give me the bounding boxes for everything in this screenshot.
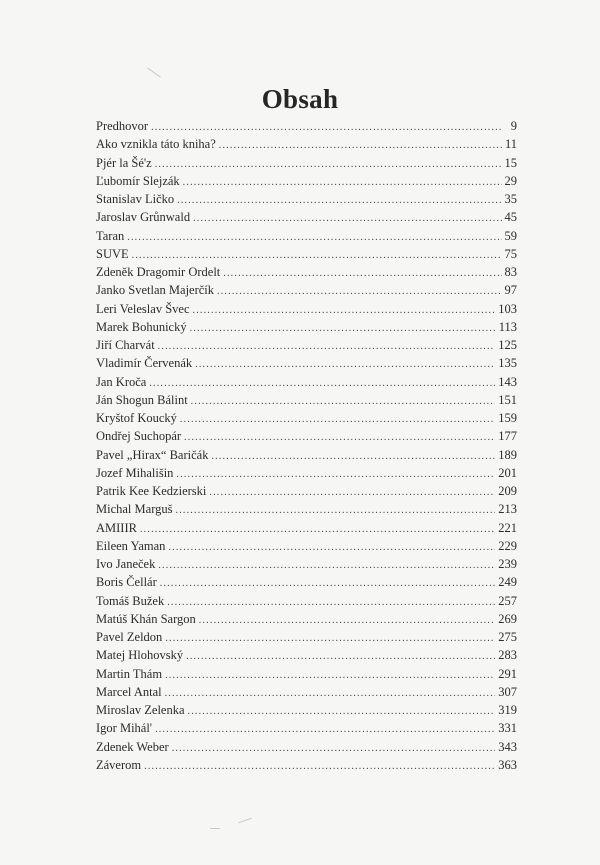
toc-entry-label: Janko Svetlan Majerčík: [96, 283, 215, 298]
dot-leader: [158, 557, 495, 575]
toc-entry-label: Pjér la Šé'z: [96, 155, 152, 170]
dot-leader: [149, 375, 495, 393]
paper-scratch-mark: [147, 68, 161, 78]
dot-leader: [165, 630, 495, 648]
toc-entry: [96, 300, 517, 318]
toc-entry-label: Tomáš Bužek: [96, 593, 165, 608]
toc-entry-page-number: 239: [498, 557, 517, 571]
dot-leader: [211, 448, 495, 466]
dot-leader: [186, 648, 495, 666]
toc-entry-page-number: 229: [498, 538, 517, 553]
toc-entry-label: SUVE: [96, 246, 129, 261]
toc-entry-label: Matej Hlohovský: [96, 648, 184, 663]
dot-leader: [155, 156, 502, 174]
toc-entry-page-number: 103: [498, 301, 517, 316]
toc-entry: [96, 756, 517, 774]
toc-entry-page-number: 307: [498, 684, 517, 699]
toc-entry: [96, 446, 517, 464]
toc-entry-label: Zdeněk Dragomir Ordelt: [96, 265, 221, 279]
toc-entry: [96, 427, 517, 445]
toc-entry: [96, 719, 517, 737]
dot-leader: [190, 320, 496, 338]
toc-entry: [96, 537, 517, 555]
dot-leader: [176, 466, 495, 484]
dot-leader: [158, 338, 496, 356]
toc-entry: [96, 281, 517, 299]
toc-entry: [96, 592, 517, 610]
toc-entry-page-number: 159: [498, 411, 517, 425]
toc-entry: [96, 154, 517, 172]
toc-entry: [96, 245, 517, 263]
toc-entry-page-number: 189: [498, 447, 517, 462]
toc-entry: [96, 373, 517, 391]
dot-leader: [127, 229, 501, 247]
toc-entry: [96, 683, 517, 701]
toc-entry-page-number: 221: [498, 520, 517, 535]
toc-entry-label: Ako vznikla táto kniha?: [96, 137, 216, 152]
table-of-contents: [96, 117, 517, 774]
toc-entry-page-number: 83: [504, 265, 517, 279]
toc-entry: [96, 135, 517, 153]
toc-entry: [96, 208, 517, 226]
toc-entry-label: Miroslav Zelenka: [96, 703, 185, 717]
toc-entry-label: Kryštof Koucký: [96, 411, 177, 425]
toc-entry-page-number: 249: [498, 575, 517, 590]
dot-leader: [160, 575, 495, 593]
toc-entry-page-number: 275: [498, 630, 517, 644]
toc-entry-label: Igor Mihál': [96, 721, 153, 736]
toc-entry-page-number: 343: [498, 739, 517, 754]
toc-entry: [96, 646, 517, 664]
toc-entry-page-number: 363: [498, 757, 517, 772]
dot-leader: [168, 539, 495, 557]
toc-entry-page-number: 209: [498, 484, 517, 498]
toc-entry-page-number: 45: [504, 210, 517, 225]
toc-entry-label: Marcel Antal: [96, 684, 162, 699]
toc-entry-label: Vladimír Červenák: [96, 356, 193, 371]
toc-entry-page-number: 11: [504, 137, 517, 152]
toc-entry-page-number: 319: [498, 703, 517, 717]
toc-entry-label: Pavel „Hirax“ Baričák: [96, 447, 209, 462]
toc-entry-page-number: 135: [498, 356, 517, 371]
toc-entry: [96, 172, 517, 190]
toc-entry: [96, 391, 517, 409]
toc-entry: [96, 628, 517, 646]
toc-entry: [96, 190, 517, 208]
toc-entry-label: Michal Marguš: [96, 502, 173, 517]
toc-entry: [96, 227, 517, 245]
dot-leader: [195, 356, 495, 374]
toc-entry-label: Taran: [96, 228, 125, 243]
toc-entry-label: Martin Thám: [96, 666, 163, 681]
toc-entry-label: Pavel Zeldon: [96, 630, 163, 644]
dot-leader: [184, 429, 495, 447]
toc-entry-label: Leri Veleslav Švec: [96, 301, 190, 316]
toc-entry: [96, 738, 517, 756]
toc-entry: [96, 610, 517, 628]
dot-leader: [144, 758, 495, 776]
toc-entry: [96, 354, 517, 372]
toc-entry-page-number: 257: [498, 593, 517, 608]
dot-leader: [165, 667, 495, 685]
toc-entry: [96, 263, 517, 281]
dot-leader: [180, 411, 495, 429]
toc-entry: [96, 464, 517, 482]
paper-scratch-mark: [210, 828, 220, 829]
dot-leader: [209, 484, 495, 502]
toc-entry: [96, 117, 517, 135]
toc-entry-label: Ľubomír Slejzák: [96, 173, 180, 188]
toc-entry-page-number: 35: [504, 192, 517, 206]
toc-entry: [96, 318, 517, 336]
toc-entry-page-number: 143: [498, 374, 517, 389]
toc-entry-label: Jozef Mihališin: [96, 465, 174, 480]
toc-entry-label: Predhovor: [96, 119, 149, 133]
dot-leader: [177, 192, 501, 210]
dot-leader: [172, 740, 496, 758]
toc-entry-label: Patrik Kee Kedzierski: [96, 484, 207, 498]
toc-entry-page-number: 177: [498, 429, 517, 444]
toc-entry-label: Jan Kroča: [96, 374, 147, 389]
dot-leader: [176, 502, 496, 520]
toc-entry: [96, 555, 517, 573]
toc-entry-page-number: 269: [498, 611, 517, 626]
toc-entry-label: Jiří Charvát: [96, 338, 155, 352]
toc-entry-label: Matúš Khán Sargon: [96, 611, 196, 626]
toc-entry-label: Zdenek Weber: [96, 739, 169, 754]
dot-leader: [223, 265, 501, 283]
paper-scratch-mark: [238, 818, 251, 824]
toc-entry: [96, 409, 517, 427]
toc-entry: [96, 482, 517, 500]
dot-leader: [191, 393, 496, 411]
toc-entry-page-number: 15: [504, 155, 517, 170]
dot-leader: [217, 283, 501, 301]
dot-leader: [140, 521, 495, 539]
toc-entry-label: Ján Shogun Bálint: [96, 392, 188, 407]
toc-entry-label: Jaroslav Grůnwald: [96, 210, 191, 225]
dot-leader: [183, 174, 502, 192]
toc-entry-page-number: 283: [498, 648, 517, 663]
toc-entry-label: Marek Bohunický: [96, 319, 187, 334]
dot-leader: [219, 137, 502, 155]
toc-entry-page-number: 9: [510, 119, 517, 133]
toc-entry-label: Ondřej Suchopár: [96, 429, 182, 444]
toc-entry-label: Záverom: [96, 757, 142, 772]
toc-entry-page-number: 331: [498, 721, 517, 736]
toc-entry-page-number: 97: [504, 283, 517, 298]
toc-entry-label: Eileen Yaman: [96, 538, 166, 553]
toc-entry-label: Stanislav Ličko: [96, 192, 175, 206]
toc-entry: [96, 573, 517, 591]
toc-entry: [96, 701, 517, 719]
toc-entry: [96, 336, 517, 354]
toc-entry-page-number: 291: [498, 666, 517, 681]
dot-leader: [199, 612, 495, 630]
toc-entry-page-number: 201: [498, 465, 517, 480]
dot-leader: [155, 721, 495, 739]
toc-entry-page-number: 113: [498, 319, 517, 334]
page-title: Obsah: [261, 84, 339, 115]
toc-entry: [96, 665, 517, 683]
toc-entry-page-number: 151: [498, 392, 517, 407]
dot-leader: [193, 210, 501, 228]
toc-entry-page-number: 59: [504, 228, 517, 243]
dot-leader: [188, 703, 496, 721]
toc-entry-label: AMIIIR: [96, 520, 137, 535]
toc-entry: [96, 500, 517, 518]
toc-entry-page-number: 29: [504, 173, 517, 188]
toc-entry-page-number: 213: [498, 502, 517, 517]
dot-leader: [193, 302, 496, 320]
toc-entry-label: Boris Čellár: [96, 575, 157, 590]
dot-leader: [165, 685, 496, 703]
dot-leader: [167, 594, 495, 612]
toc-entry-label: Ivo Janeček: [96, 557, 156, 571]
toc-entry: [96, 519, 517, 537]
toc-entry-page-number: 75: [504, 246, 517, 261]
toc-entry-page-number: 125: [498, 338, 517, 352]
